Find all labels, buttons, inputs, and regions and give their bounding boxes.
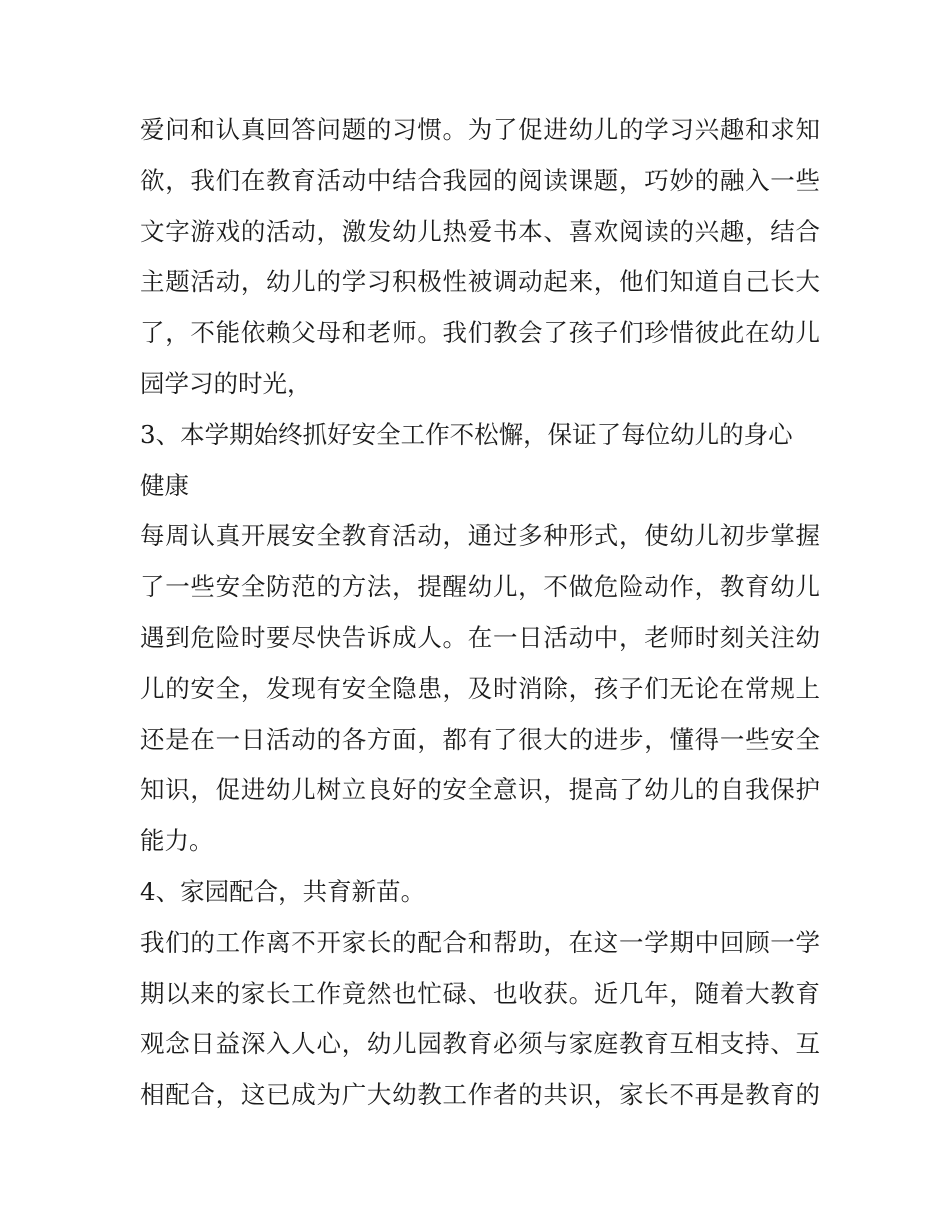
section-heading: 3、本学期始终抓好安全工作不松懈，保证了每位幼儿的身心 [140,419,793,449]
text-line: 能力。 [140,826,214,856]
text-line: 遇到危险时要尽快告诉成人。在一日活动中，老师时刻关注幼 [140,622,820,652]
text-line: 相配合，这已成为广大幼教工作者的共识，家长不再是教育的 [140,1080,820,1110]
section-heading-continued: 健康 [140,470,189,500]
text-line: 园学习的时光， [140,368,312,398]
text-line: 主题活动，幼儿的学习积极性被调动起来，他们知道自己长大 [140,267,820,297]
text-line: 文字游戏的活动，激发幼儿热爱书本、喜欢阅读的兴趣，结合 [140,216,820,246]
text-line: 我们的工作离不开家长的配合和帮助，在这一学期中回顾一学 [140,927,820,957]
text-line: 还是在一日活动的各方面，都有了很大的进步，懂得一些安全 [140,724,820,754]
section-heading: 4、家园配合，共育新苗。 [140,876,426,906]
text-line: 知识，促进幼儿树立良好的安全意识，提高了幼儿的自我保护 [140,775,820,805]
body-text [140,105,820,1121]
text-line: 儿的安全，发现有安全隐患，及时消除，孩子们无论在常规上 [140,673,820,703]
text-line: 了一些安全防范的方法，提醒幼儿，不做危险动作，教育幼儿 [140,572,820,602]
text-line: 欲，我们在教育活动中结合我园的阅读课题，巧妙的融入一些 [140,165,820,195]
text-line: 爱问和认真回答问题的习惯。为了促进幼儿的学习兴趣和求知 [140,115,820,144]
text-line: 每周认真开展安全教育活动，通过多种形式，使幼儿初步掌握 [140,521,820,551]
text-line: 观念日益深入人心，幼儿园教育必须与家庭教育互相支持、互 [140,1029,820,1059]
text-line: 了，不能依赖父母和老师。我们教会了孩子们珍惜彼此在幼儿 [140,318,820,348]
text-line: 期以来的家长工作竟然也忙碌、也收获。近几年，随着大教育 [140,978,820,1008]
